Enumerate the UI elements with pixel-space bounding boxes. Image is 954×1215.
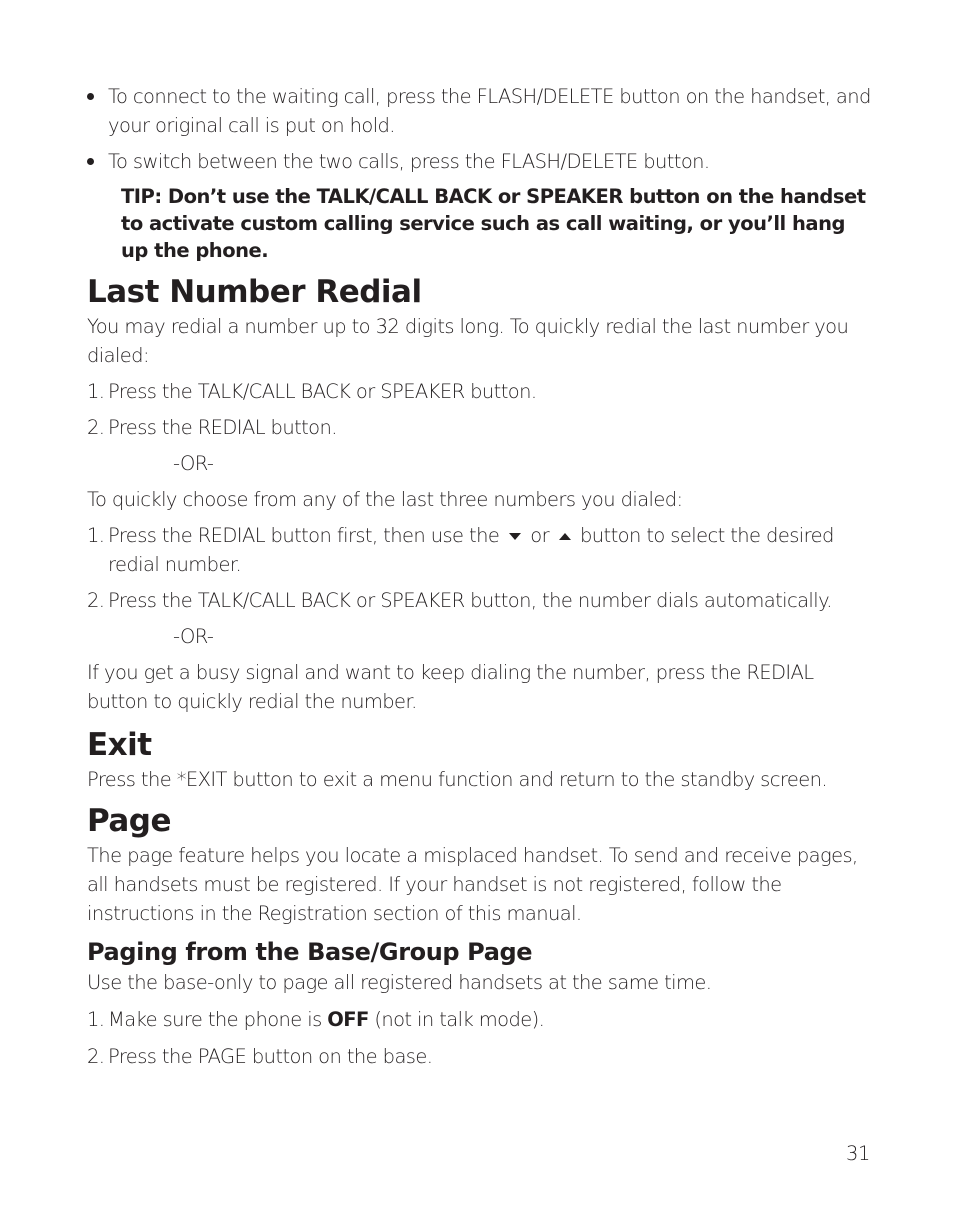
heading-last-number-redial: Last Number Redial [87, 274, 422, 310]
off-emphasis: OFF [327, 1008, 369, 1031]
down-arrow-icon [509, 533, 521, 540]
or-separator: -OR- [173, 452, 214, 475]
redial-intro: You may redial a number up to 32 digits long. To quickly redial the last number you dialed: [87, 315, 849, 367]
choose-step-1 [87, 521, 877, 579]
step-text-after: button to select the desired redial number. [108, 524, 834, 576]
heading-page: Page [87, 803, 172, 839]
or-separator: -OR- [173, 625, 214, 648]
redial-step-1 [87, 377, 877, 406]
exit-text: Press the *EXIT button to exit a menu function and return to the standby screen. [87, 768, 827, 791]
step-number: 2. [87, 589, 105, 612]
bullet-switch-calls: To switch between the two calls, press the FLASH/DELETE button. [87, 147, 877, 176]
step-text: Press the TALK/CALL BACK or SPEAKER button. [108, 380, 537, 403]
paging-step-1 [87, 1005, 877, 1034]
paging-step-2 [87, 1042, 877, 1071]
step-text-after: (not in talk mode). [374, 1008, 545, 1031]
heading-paging-base-group: Paging from the Base/Group Page [87, 938, 533, 966]
choose-intro: To quickly choose from any of the last three numbers you dialed: [87, 488, 683, 511]
page-text: The page feature helps you locate a misplaced handset. To send and receive pages, all handsets must be registered. If your handset is not registered, follow the instructions in the Registration section of this manual. [87, 844, 858, 925]
busy-signal-text: If you get a busy signal and want to keep dialing the number, press the REDIAL button to quickly redial the number. [87, 661, 814, 713]
heading-exit: Exit [87, 727, 152, 763]
step-text-before: Press the REDIAL button first, then use the [108, 524, 500, 547]
step-text: Press the TALK/CALL BACK or SPEAKER button, the number dials automatically. [108, 589, 832, 612]
step-number: 1. [87, 1008, 105, 1031]
choose-step-2 [87, 586, 877, 615]
step-number: 2. [87, 416, 105, 439]
paging-intro: Use the base-only to page all registered handsets at the same time. [87, 971, 712, 994]
step-text: Press the PAGE button on the base. [108, 1045, 433, 1068]
page-number: 31 [846, 1142, 871, 1165]
redial-step-2 [87, 413, 877, 442]
step-text: Press the REDIAL button. [108, 416, 337, 439]
tip-text: TIP: Don’t use the TALK/CALL BACK or SPEAKER button on the handset to activate custom calling service such as call waiting, or you’ll hang up the phone. [121, 185, 866, 262]
step-number: 1. [87, 380, 105, 403]
bullet-connect-waiting-call: To connect to the waiting call, press the FLASH/DELETE button on the handset, and your original call is put on hold. [87, 82, 877, 140]
up-arrow-icon [559, 533, 571, 540]
step-text-or: or [530, 524, 550, 547]
step-number: 2. [87, 1045, 105, 1068]
step-text-before: Make sure the phone is [108, 1008, 322, 1031]
manual-page [87, 82, 877, 1071]
step-number: 1. [87, 524, 105, 547]
